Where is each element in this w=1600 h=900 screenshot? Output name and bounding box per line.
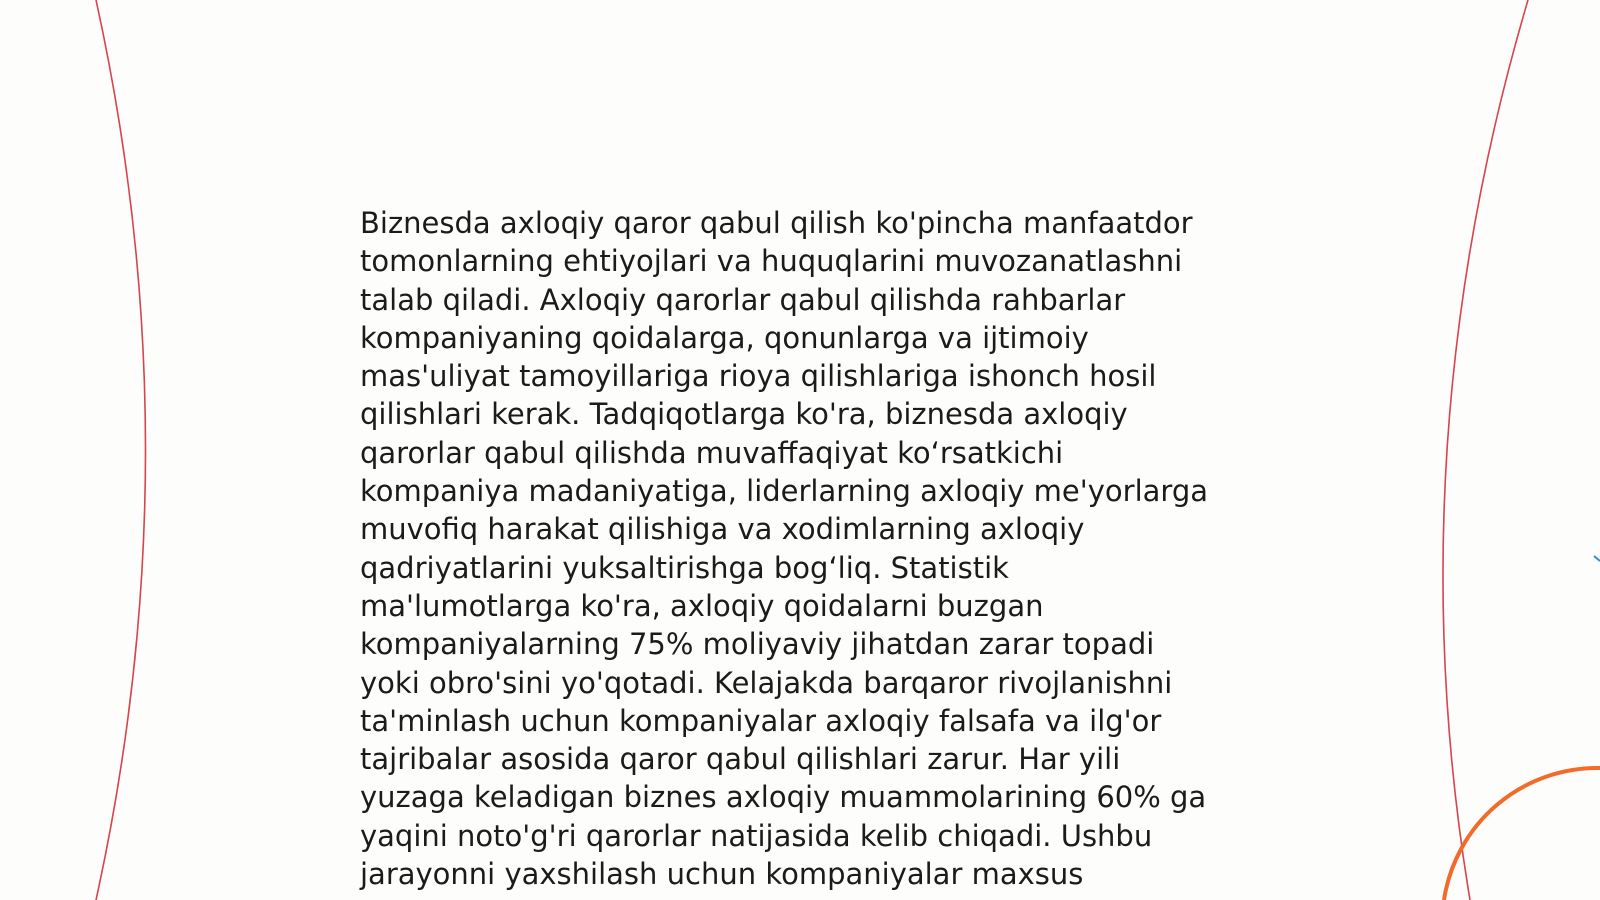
left-red-curve — [96, 0, 146, 900]
body-paragraph: Biznesda axloqiy qaror qabul qilish ko'pincha manfaatdor tomonlarning ehtiyojlari va huquqlarini muvozanatlashni talab qiladi. Axloqiy qarorlar qabul qilishda rahbarlar kompaniyaning qoidalarga, qonunlarga va ijtimoiy mas'uliyat tamoyillariga rioya qilishlariga ishonch hosil qilishlari kerak. Tadqiqotlarga ko'ra, biznesda axloqiy qarorlar qabul qilishda muvaffaqiyat ko‘rsatkichi kompaniya madaniyatiga, liderlarning axloqiy me'yorlarga muvofiq harakat qilishiga va xodimlarning axloqiy qadriyatlarini yuksaltirishga bog‘liq. Statistik ma'lumotlarga ko'ra, axloqiy qoidalarni buzgan kompaniyalarning 75% moliyaviy jihatdan zarar topadi yoki obro'sini yo'qotadi. Kelajakda barqaror rivojlanishni ta'minlash uchun kompaniyalar axloqiy falsafa va ilg'or tajribalar asosida qaror qabul qilishlari zarur. Har yili yuzaga keladigan biznes axloqiy muammolarining 60% ga yaqini noto'g'ri qarorlar natijasida kelib chiqadi. Ushbu jarayonni yaxshilash uchun kompaniyalar maxsus — [360, 206, 1208, 892]
right-red-curve — [1443, 0, 1528, 900]
blue-accent-mark — [1594, 556, 1600, 561]
orange-arc — [1444, 768, 1600, 900]
